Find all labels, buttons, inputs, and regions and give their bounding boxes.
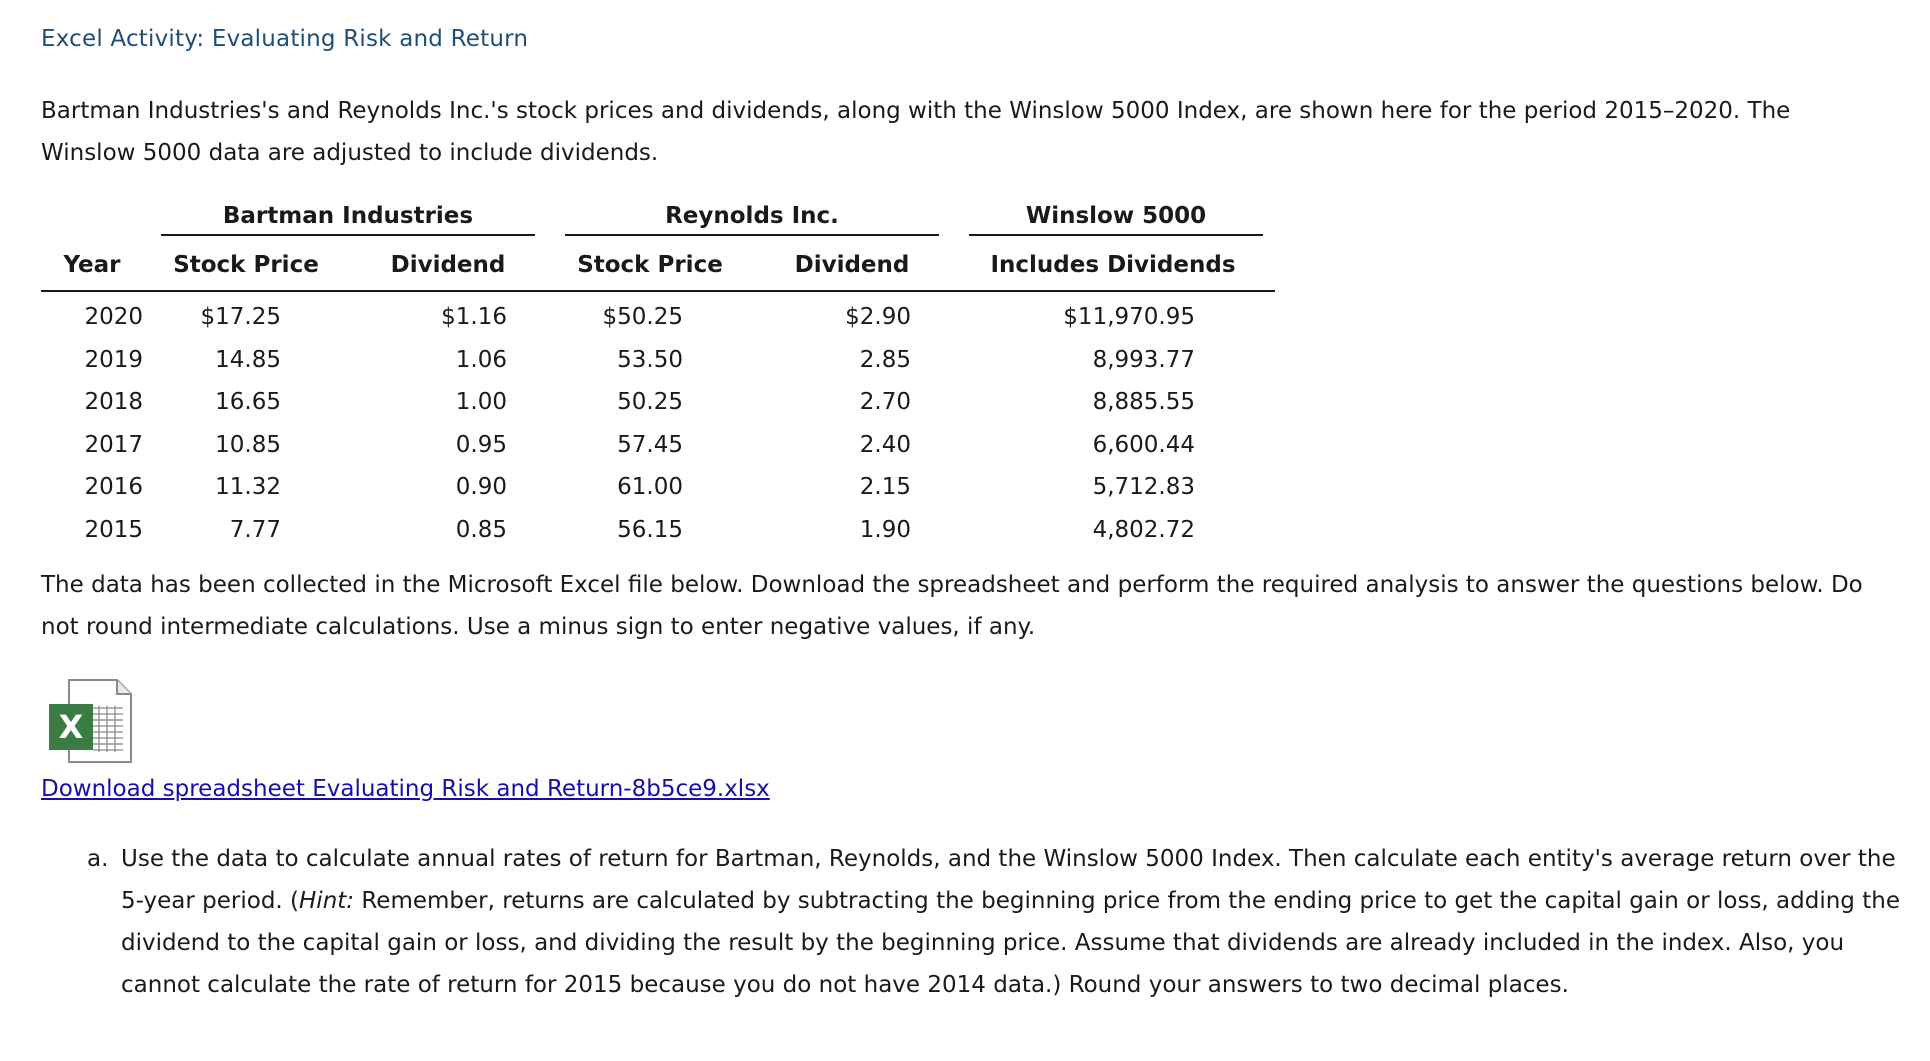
cell-winslow-index: 8,885.55 — [1092, 389, 1195, 416]
group-label-reynolds: Reynolds Inc. — [565, 203, 939, 236]
cell-reynolds-price: 53.50 — [617, 346, 683, 373]
group-header-empty — [41, 198, 143, 240]
question-a-text-part2: Remember, returns are calculated by subtracting the beginning price from the ending price to get the capital gain or loss, adding the dividend to the capital gain or loss, and dividing the result by the beginning price. Assume that dividends are already included in the index. Also, you cannot calculate the rate of return for 2015 because you do not have 2014 data.) Round your answers to two decimal places. — [121, 888, 1900, 998]
col-header-reynolds-price: Stock Price — [547, 240, 753, 292]
question-a-text-part1: Use the data to calculate annual rates of return for Bartman, Reynolds, and the Winslow 5000 Index. Then calculate each entity's average return over the 5-year period. ( — [121, 846, 1896, 914]
cell-bartman-price: 7.77 — [229, 516, 281, 543]
download-spreadsheet-link[interactable]: Download spreadsheet Evaluating Risk and Return-8b5ce9.xlsx — [41, 776, 770, 802]
group-header-reynolds — [547, 198, 951, 240]
cell-reynolds-price: $50.25 — [602, 304, 683, 331]
col-header-bartman-dividend: Dividend — [349, 240, 547, 292]
cell-bartman-price: 10.85 — [215, 431, 281, 458]
excel-file-icon[interactable] — [47, 678, 133, 764]
question-a-text — [121, 838, 1901, 1006]
cell-winslow-index: 6,600.44 — [1092, 431, 1195, 458]
cell-bartman-dividend: $1.16 — [441, 304, 507, 331]
cell-reynolds-price: 56.15 — [617, 516, 683, 543]
cell-reynolds-dividend: 2.70 — [859, 389, 911, 416]
column-header-row — [41, 240, 1275, 292]
cell-bartman-dividend: 1.00 — [455, 389, 507, 416]
intro-paragraph: Bartman Industries's and Reynolds Inc.'s stock prices and dividends, along with the Winslow 5000 Index, are shown here for the period 2015–2020. The Winslow 5000 data are adjusted to include dividends. — [41, 98, 1791, 166]
cell-bartman-dividend: 1.06 — [455, 346, 507, 373]
group-header-row — [41, 198, 1275, 240]
table-row — [41, 466, 1275, 509]
cell-winslow-index: 4,802.72 — [1092, 516, 1195, 543]
table-row — [41, 424, 1275, 467]
cell-bartman-price: $17.25 — [200, 304, 281, 331]
table-row — [41, 381, 1275, 424]
cell-year: 2015 — [84, 516, 143, 543]
cell-bartman-price: 11.32 — [215, 474, 281, 501]
table-row — [41, 292, 1275, 339]
cell-reynolds-dividend: $2.90 — [845, 304, 911, 331]
cell-reynolds-dividend: 2.40 — [859, 431, 911, 458]
col-header-year: Year — [41, 240, 143, 292]
col-header-winslow-index: Includes Dividends — [951, 240, 1275, 292]
hint-label: Hint: — [299, 888, 355, 914]
excel-icon-letter: X — [58, 708, 84, 746]
cell-reynolds-price: 61.00 — [617, 474, 683, 501]
table-row — [41, 339, 1275, 382]
cell-bartman-price: 14.85 — [215, 346, 281, 373]
cell-bartman-price: 16.65 — [215, 389, 281, 416]
col-header-bartman-price: Stock Price — [143, 240, 349, 292]
cell-year: 2018 — [84, 389, 143, 416]
cell-bartman-dividend: 0.85 — [455, 516, 507, 543]
cell-winslow-index: 5,712.83 — [1092, 474, 1195, 501]
group-label-bartman: Bartman Industries — [161, 203, 535, 236]
question-a-marker: a. — [87, 846, 109, 872]
instructions-paragraph: The data has been collected in the Microsoft Excel file below. Download the spreadsheet and perform the required analysis to answer the questions below. Do not round intermediate calculations. Use a minus sign to enter negative values, if any. — [41, 572, 1863, 640]
cell-year: 2019 — [84, 346, 143, 373]
table-row — [41, 509, 1275, 552]
cell-year: 2017 — [84, 431, 143, 458]
stock-data-table — [41, 198, 1275, 551]
group-header-winslow — [951, 198, 1275, 240]
question-a — [87, 838, 1901, 1006]
group-header-bartman — [143, 198, 547, 240]
cell-reynolds-price: 50.25 — [617, 389, 683, 416]
group-label-winslow: Winslow 5000 — [969, 203, 1263, 236]
cell-bartman-dividend: 0.95 — [455, 431, 507, 458]
cell-reynolds-dividend: 2.85 — [859, 346, 911, 373]
cell-winslow-index: 8,993.77 — [1092, 346, 1195, 373]
page-title: Excel Activity: Evaluating Risk and Return — [41, 26, 529, 52]
cell-reynolds-price: 57.45 — [617, 431, 683, 458]
col-header-reynolds-dividend: Dividend — [753, 240, 951, 292]
cell-reynolds-dividend: 2.15 — [859, 474, 911, 501]
cell-year: 2016 — [84, 474, 143, 501]
cell-reynolds-dividend: 1.90 — [859, 516, 911, 543]
cell-winslow-index: $11,970.95 — [1063, 304, 1195, 331]
cell-year: 2020 — [84, 304, 143, 331]
cell-bartman-dividend: 0.90 — [455, 474, 507, 501]
